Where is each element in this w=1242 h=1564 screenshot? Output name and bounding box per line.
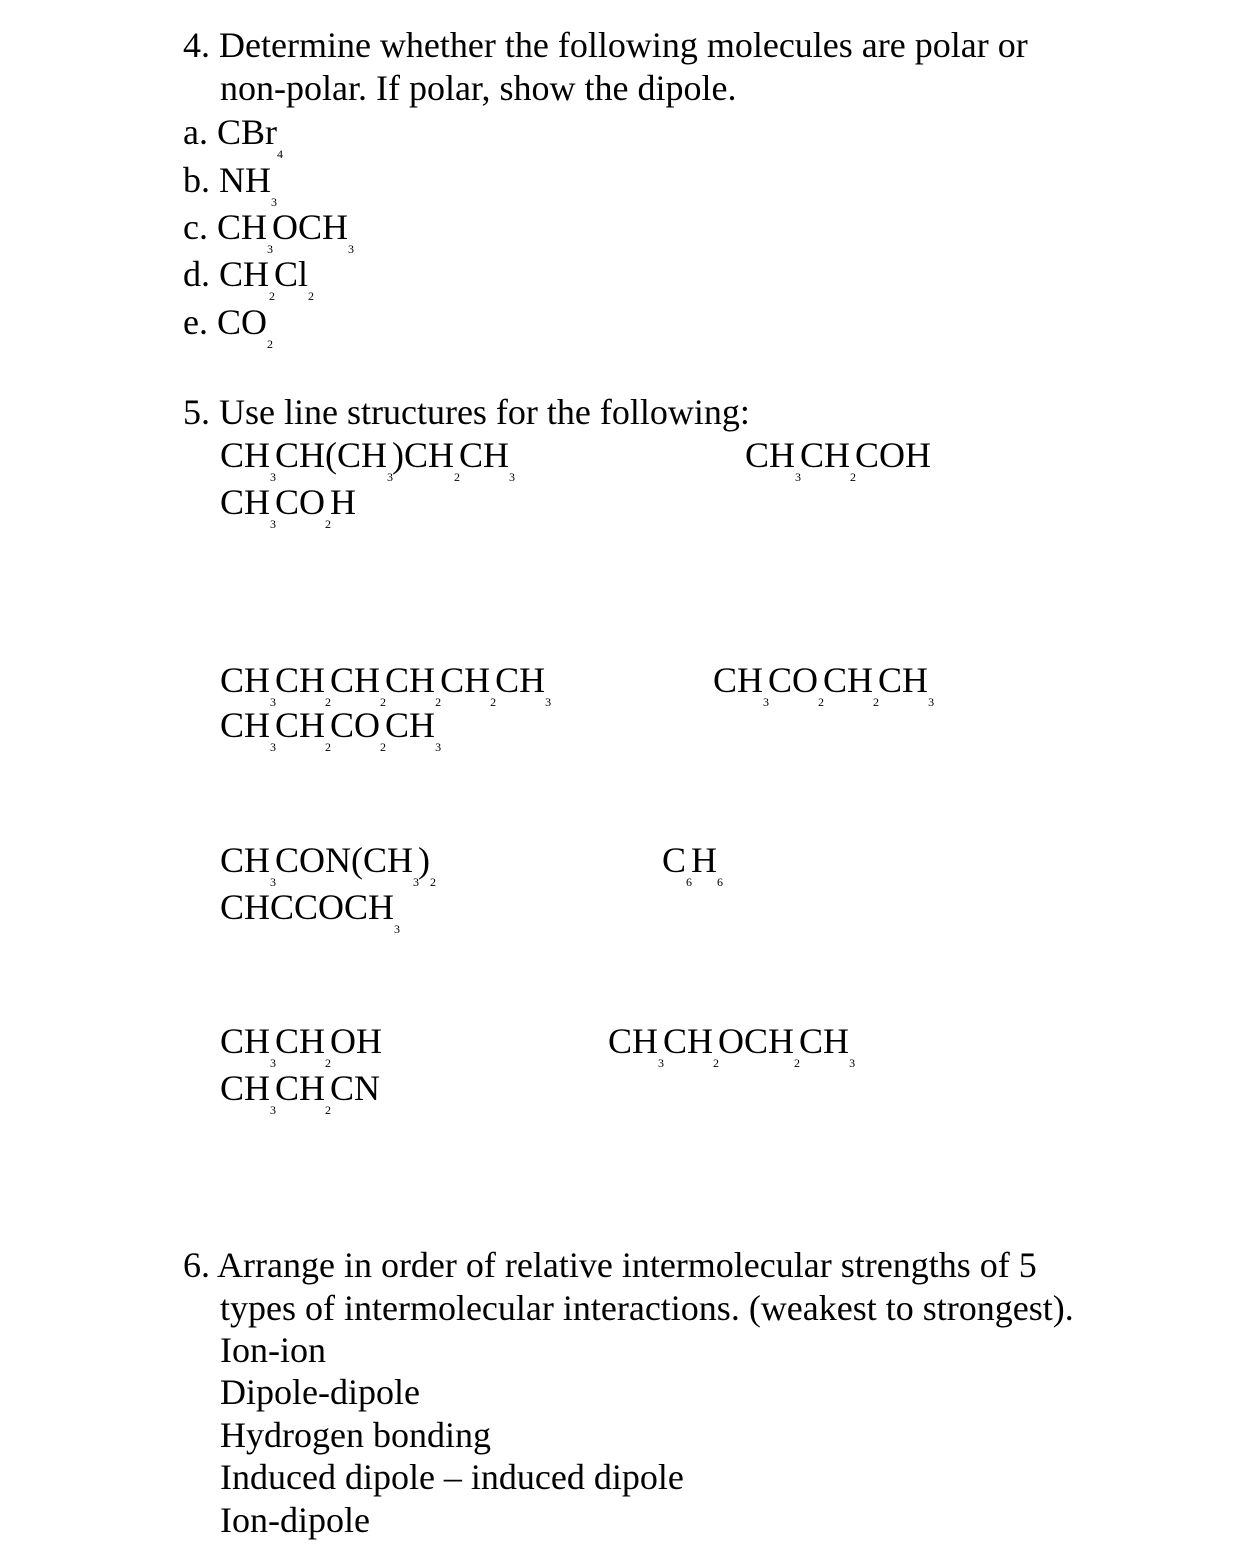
q6-title-line2: types of intermolecular interactions. (weakest to strongest). [220, 1288, 1074, 1328]
formula-text: CH [440, 660, 491, 700]
formula-subscript: 2 [380, 695, 387, 709]
formula-text: Cl [274, 254, 309, 294]
formula-subscript: 2 [430, 875, 437, 889]
formula-subscript: 2 [435, 695, 442, 709]
formula-text: CH [220, 1021, 271, 1061]
formula-text: CH [275, 1068, 326, 1108]
formula-text: CH [459, 435, 510, 475]
formula-subscript: 2 [713, 1056, 720, 1070]
formula-text: CH [275, 1021, 326, 1061]
formula-text: CH [663, 1021, 714, 1061]
formula-text: CH [220, 840, 271, 880]
formula-f10 [220, 1021, 383, 1070]
formula-f4 [220, 660, 552, 709]
formula-text: CH [220, 1068, 271, 1108]
formula-f1 [220, 435, 516, 484]
formula-subscript: 2 [325, 740, 332, 754]
formula-text: OCH [272, 207, 349, 247]
formula-subscript: 3 [270, 470, 277, 484]
formula-subscript: 2 [269, 289, 276, 303]
q6-item: Ion-ion [220, 1330, 326, 1370]
formula-text: H [330, 482, 357, 522]
formula-subscript: 3 [387, 470, 394, 484]
formula-text: CH [220, 705, 271, 745]
formula-f3 [220, 482, 357, 531]
q6-item: Induced dipole – induced dipole [220, 1457, 684, 1497]
q4-item-d: d. $CH_2Cl_2$ [183, 254, 315, 303]
formula-subscript: 3 [270, 875, 277, 889]
formula-f9 [220, 887, 401, 936]
formula-subscript: 2 [325, 695, 332, 709]
formula-text: CHCCOCH [220, 887, 395, 927]
formula-text: H [691, 840, 718, 880]
formula-subscript: 2 [850, 470, 857, 484]
formula-text: ) [418, 840, 431, 880]
formula-text: CH [823, 660, 874, 700]
formula-f12 [220, 1068, 381, 1117]
q6-title-line1: 6. Arrange in order of relative intermolecular strengths of 5 [183, 1245, 1037, 1285]
formula-f8 [662, 840, 724, 889]
q4-title-line2: non-polar. If polar, show the dipole. [220, 68, 737, 108]
formula-subscript: 3 [270, 517, 277, 531]
formula-f5 [713, 660, 935, 709]
q4-title-line1: 4. Determine whether the following molecules are polar or [183, 25, 1028, 65]
formula-text: COH [855, 435, 932, 475]
formula-text: CH [220, 660, 271, 700]
formula-subscript: 2 [308, 289, 315, 303]
q6-item: Hydrogen bonding [220, 1415, 491, 1455]
q4-item-c: c. $CH_3OCH_3$ [183, 207, 355, 256]
formula-text: CO [216, 302, 267, 342]
formula-text: CH [495, 660, 546, 700]
formula-subscript: 2 [380, 740, 387, 754]
formula-subscript: 3 [545, 695, 552, 709]
formula-text: CH [216, 207, 267, 247]
q4-item-a: a. CBr$_4$ [183, 112, 283, 161]
formula-text: CH [385, 705, 436, 745]
formula-subscript: 3 [928, 695, 935, 709]
formula-subscript: 6 [717, 875, 724, 889]
q5-title: 5. Use line structures for the following: [183, 392, 750, 432]
formula-subscript: 3 [413, 875, 420, 889]
q6-item: Dipole-dipole [220, 1372, 420, 1412]
formula-text: CH [800, 435, 851, 475]
formula-subscript: 3 [795, 470, 802, 484]
formula-text: CO [275, 482, 326, 522]
formula-subscript: 3 [271, 195, 277, 209]
formula-subscript: 6 [686, 875, 693, 889]
formula-text: CH [330, 660, 381, 700]
formula-subscript: 2 [818, 695, 825, 709]
formula-text: CO [768, 660, 819, 700]
formula-subscript: 2 [794, 1056, 801, 1070]
formula-text: CH [220, 435, 271, 475]
formula-subscript: 3 [270, 740, 277, 754]
formula-subscript: 2 [325, 1103, 332, 1117]
formula-subscript: 3 [763, 695, 770, 709]
q4-item-e: e. $CO_2$ [183, 302, 273, 351]
formula-subscript: 3 [267, 242, 273, 256]
formula-text: CH [878, 660, 929, 700]
formula-text: OCH [718, 1021, 795, 1061]
formula-text: CH [220, 482, 271, 522]
formula-text: CH [275, 705, 326, 745]
formula-text: CH [745, 435, 796, 475]
formula-subscript: 3 [348, 242, 355, 256]
formula-subscript: 4 [277, 147, 283, 161]
formula-subscript: 3 [270, 1103, 277, 1117]
formula-subscript: 2 [873, 695, 880, 709]
formula-f11 [608, 1021, 856, 1070]
formula-text: NH [219, 160, 271, 200]
formula-text: CON(CH [275, 840, 414, 880]
formula-f6 [220, 705, 442, 754]
formula-subscript: 2 [454, 470, 461, 484]
formula-subscript: 2 [267, 337, 273, 351]
formula-subscript: 3 [270, 695, 277, 709]
formula-subscript: 2 [490, 695, 497, 709]
formula-subscript: 3 [435, 740, 442, 754]
formula-text: )CH [392, 435, 455, 475]
formula-f2 [745, 435, 932, 484]
formula-text: OH [330, 1021, 383, 1061]
formula-subscript: 3 [394, 922, 401, 936]
formula-subscript: 3 [509, 470, 516, 484]
formula-subscript: 3 [849, 1056, 856, 1070]
formula-text: CH [799, 1021, 850, 1061]
formula-text: CH [385, 660, 436, 700]
q4-item-b: b. $NH_3$ [183, 160, 277, 209]
formula-text: CH [713, 660, 764, 700]
formula-text: C [662, 840, 687, 880]
q6-item: Ion-dipole [220, 1500, 370, 1540]
formula-subscript: 3 [270, 1056, 277, 1070]
formula-text: CN [330, 1068, 381, 1108]
formula-f7 [220, 840, 437, 889]
formula-text: CO [330, 705, 381, 745]
formula-text: CBr [216, 112, 277, 152]
formula-text: CH [219, 254, 270, 294]
formula-subscript: 3 [658, 1056, 665, 1070]
formula-text: CH(CH [275, 435, 388, 475]
formula-subscript: 2 [325, 1056, 332, 1070]
formula-subscript: 2 [325, 517, 332, 531]
formula-text: CH [275, 660, 326, 700]
formula-text: CH [608, 1021, 659, 1061]
